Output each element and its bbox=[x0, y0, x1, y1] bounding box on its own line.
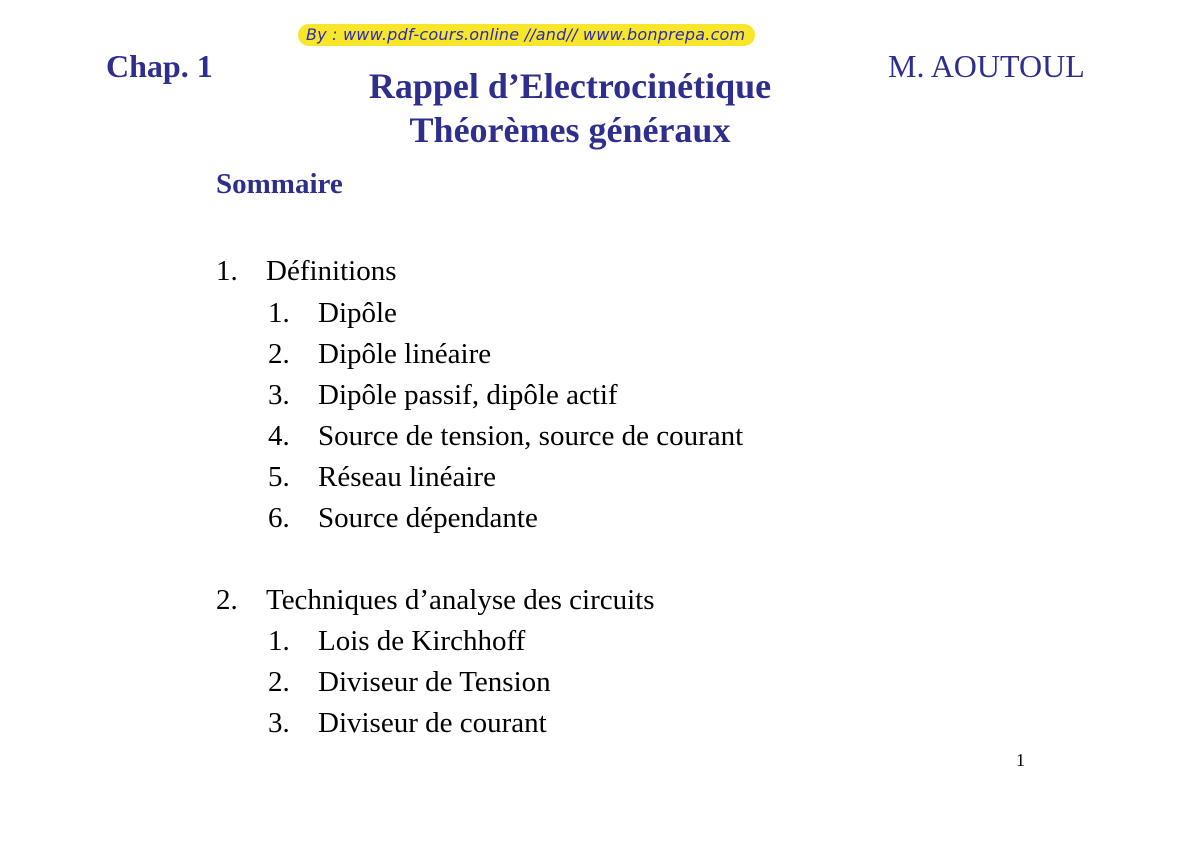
toc-item bbox=[268, 419, 743, 453]
toc-item-label: Dipôle passif, dipôle actif bbox=[318, 379, 618, 411]
toc-section bbox=[216, 254, 397, 288]
toc-section-number: 1. bbox=[216, 255, 238, 287]
toc-item-number: 2. bbox=[268, 666, 290, 698]
toc-item-label: Source de tension, source de courant bbox=[318, 420, 744, 452]
title-line-1: Rappel d’Electrocinétique bbox=[368, 66, 772, 106]
toc-item-label: Dipôle bbox=[318, 297, 397, 329]
chapter-label: Chap. 1 bbox=[106, 48, 213, 84]
summary-heading: Sommaire bbox=[216, 168, 343, 200]
toc-item-label: Source dépendante bbox=[318, 502, 538, 534]
toc-section bbox=[216, 583, 655, 617]
toc-item bbox=[268, 296, 397, 330]
toc-section-number: 2. bbox=[216, 584, 238, 616]
toc-item bbox=[268, 624, 525, 658]
toc-item-number: 3. bbox=[268, 379, 290, 411]
toc-item-number: 6. bbox=[268, 502, 290, 534]
toc-item-number: 1. bbox=[268, 625, 290, 657]
toc-item bbox=[268, 337, 491, 371]
toc-item-number: 3. bbox=[268, 707, 290, 739]
toc-section-label: Techniques d’analyse des circuits bbox=[266, 584, 655, 616]
page-number: 1 bbox=[1016, 750, 1025, 770]
toc-item-number: 5. bbox=[268, 461, 290, 493]
toc-item bbox=[268, 665, 551, 699]
title-line-2: Théorèmes généraux bbox=[409, 110, 731, 150]
toc-item bbox=[268, 501, 538, 535]
toc-item bbox=[268, 706, 547, 740]
toc-item-label: Dipôle linéaire bbox=[318, 338, 492, 370]
toc-item-label: Réseau linéaire bbox=[318, 461, 496, 493]
toc-item-label: Diviseur de Tension bbox=[318, 666, 551, 698]
toc-section-label: Définitions bbox=[266, 255, 397, 287]
toc-item bbox=[268, 460, 496, 494]
watermark-banner: By : www.pdf-cours.online //and// www.bonprepa.com bbox=[298, 24, 755, 46]
toc-item-number: 1. bbox=[268, 297, 290, 329]
toc-item-number: 4. bbox=[268, 420, 290, 452]
toc-item-number: 2. bbox=[268, 338, 290, 370]
author-name: M. AOUTOUL bbox=[888, 48, 1085, 84]
page-title bbox=[300, 64, 840, 152]
toc-item-label: Diviseur de courant bbox=[318, 707, 547, 739]
toc-item-label: Lois de Kirchhoff bbox=[318, 625, 526, 657]
toc-item bbox=[268, 378, 618, 412]
